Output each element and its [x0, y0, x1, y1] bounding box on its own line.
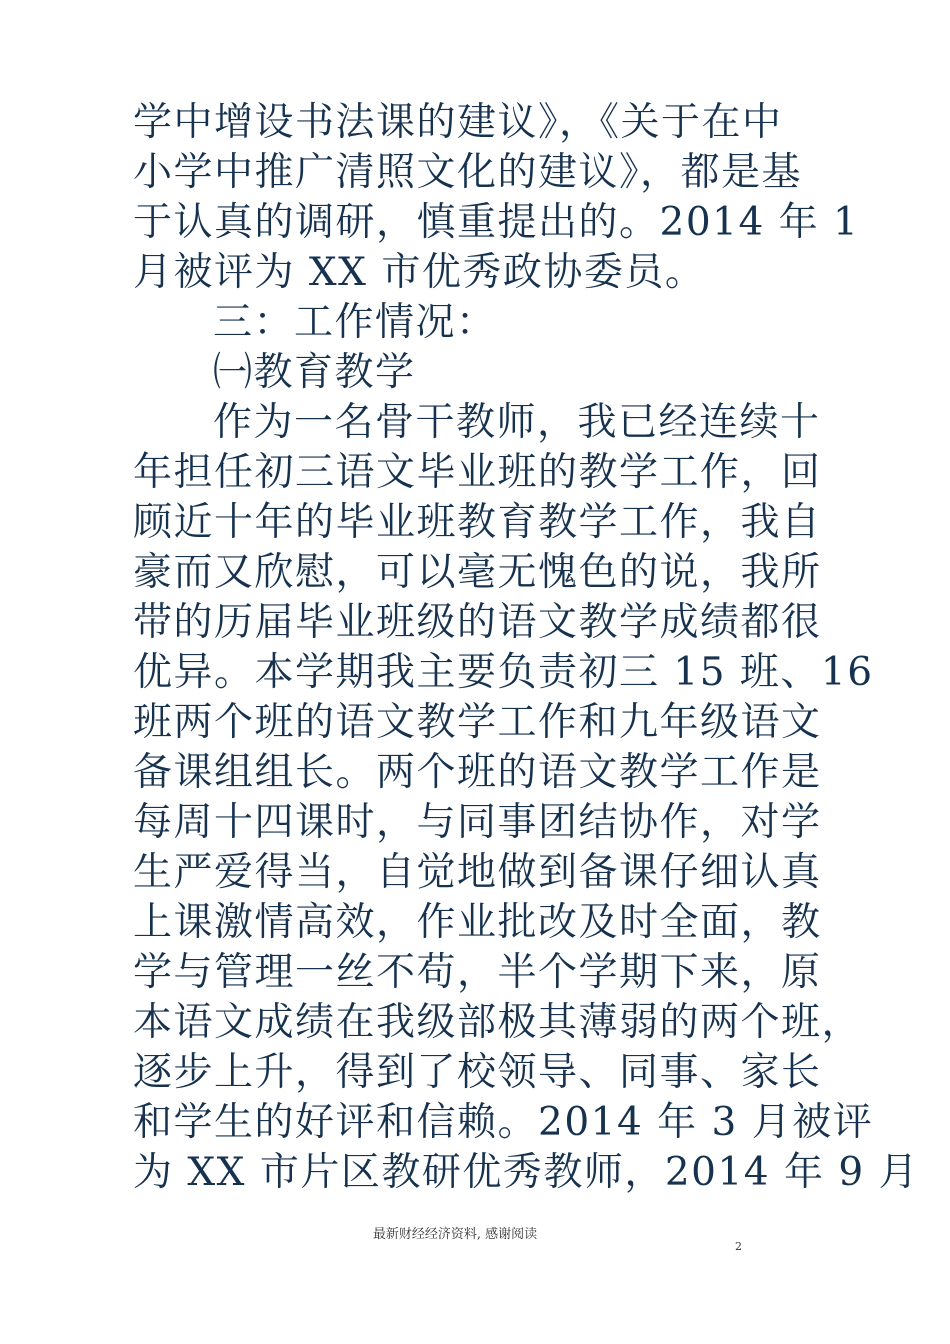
document-body: [133, 98, 920, 1198]
text-line: 学与管理一丝不苟，半个学期下来，原: [133, 950, 822, 995]
text-line: 每周十四课时，与同事团结协作，对学: [133, 800, 822, 845]
text-line: 带的历届毕业班级的语文教学成绩都很: [133, 600, 822, 645]
text-line: 上课激情高效，作业批改及时全面，教: [133, 900, 822, 945]
text-line: 学中增设书法课的建议》，《关于在中: [133, 100, 783, 145]
text-line: 年担任初三语文毕业班的教学工作，回: [133, 450, 822, 495]
paragraph-first-line: 作为一名骨干教师，我已经连续十: [213, 400, 821, 445]
text-line: 本语文成绩在我级部极其薄弱的两个班，: [133, 1000, 863, 1045]
text-line: 和学生的好评和信赖。2014 年 3 月被评: [133, 1100, 874, 1145]
text-line: 班两个班的语文教学工作和九年级语文: [133, 700, 822, 745]
text-line: 豪而又欣慰，可以毫无愧色的说，我所: [133, 550, 822, 595]
text-line: 逐步上升，得到了校领导、同事、家长: [133, 1050, 822, 1095]
text-line: 顾近十年的毕业班教育教学工作，我自: [133, 500, 822, 545]
page-number: 2: [735, 1240, 742, 1253]
text-line: 小学中推广清照文化的建议》，都是基: [133, 150, 803, 195]
text-line: 于认真的调研，慎重提出的。2014 年 1: [133, 200, 860, 245]
text-line: 月被评为 XX 市优秀政协委员。: [133, 250, 706, 295]
text-line: 备课组组长。两个班的语文教学工作是: [133, 750, 822, 795]
text-line: 生严爱得当，自觉地做到备课仔细认真: [133, 850, 822, 895]
page-footer: 最新财经经济资料, 感谢阅读: [372, 1227, 538, 1242]
section-heading: 三：工作情况：: [213, 300, 497, 345]
text-line: 优异。本学期我主要负责初三 15 班、16: [133, 650, 874, 695]
subsection-heading: ㈠教育教学: [213, 350, 416, 395]
text-line: 为 XX 市片区教研优秀教师，2014 年 9 月: [133, 1150, 920, 1195]
